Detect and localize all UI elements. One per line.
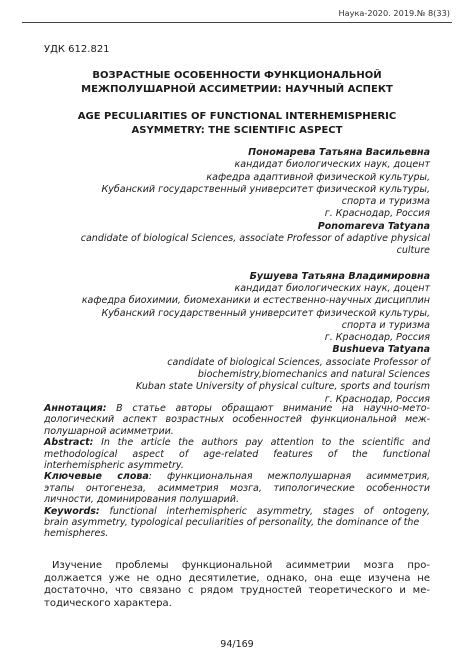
abstract-en-label: Abstract: [44,437,94,449]
author1-affiliation-en-line: candidate of biological Sciences, associate Professor of adaptive physical [80,233,430,245]
body-line: тодического характера. [44,597,172,609]
abstract-ru-label: Аннотация: [44,403,107,414]
title-en-line: AGE PECULIARITIES OF FUNCTIONAL INTERHEMISPHERIC [77,111,397,122]
author2-affiliation-en-line: biochemistry,biomechanics and natural Sciences [197,369,430,381]
page-number: 94/169 [220,639,254,650]
abstract-block [44,403,430,540]
abstract-en-line [44,437,430,448]
keywords-ru-text: : функциональная межполушарная асимметрия, [148,471,430,483]
author1-affiliation-ru-line: Кубанский государственный университет физической культуры, [101,183,430,195]
author2-affiliation-ru-line: кафедра биохимии, биомеханики и естественно-научных дисциплин [81,295,430,307]
author1-affiliation-ru-line: спорта и туризма [341,196,430,208]
author2-affiliation-ru-line: Кубанский государственный университет физической культуры, [101,307,430,319]
title-english [44,110,430,138]
author2-affiliation-ru-line: г. Краснодар, Россия [324,332,430,344]
abstract-ru-line: полушарной асимметрии. [44,425,174,437]
author-block [60,147,430,406]
keywords-ru-line: этапы онтогенеза, асимметрия мозга, типологические особенности [44,482,430,494]
author2-affiliation-en-line: Kuban state University of physical culture, sports and tourism [135,381,430,393]
abstract-ru-line: дологический аспект возрастных особенностей функциональной меж- [44,414,430,426]
abstract-en-line: methodological aspect of age-related features of the functional [44,448,430,460]
title-en-line: ASYMMETRY: THE SCIENTIFIC ASPECT [131,125,343,136]
title-russian [44,69,430,97]
body-paragraph [44,560,430,610]
abstract-ru-text: В статье авторы обращают внимание на научно-мето- [106,403,430,414]
author1-affiliation-ru-line: кафедра адаптивной физической культуры, [206,171,430,183]
author1-name-ru: Пономарева Татьяна Васильевна [248,147,430,158]
udk-code: УДК 612.821 [44,44,110,55]
header-rule [22,22,452,23]
keywords-ru-line: личности, доминирования полушарий. [44,494,239,506]
title-ru-line: ВОЗРАСТНЫЕ ОСОБЕННОСТИ ФУНКЦИОНАЛЬНОЙ [92,70,382,81]
author2-affiliation-en-line: candidate of biological Sciences, associate Professor of [167,356,430,368]
abstract-en-text: In the article the authors pay attention to the scientific and [93,437,430,449]
author1-affiliation-ru-line: кандидат биологических наук, доцент [234,159,430,171]
title-ru-line: МЕЖПОЛУШАРНОЙ АССИМЕТРИИ: НАУЧНЫЙ АСПЕКТ [81,84,393,95]
body-line: должается уже не одно десятилетие, однако, она еще изучена не [44,572,430,584]
keywords-ru-line [44,471,430,482]
body-line: Изучение проблемы функциональной асимметрии мозга про- [52,560,430,571]
running-header: Наука-2020. 2019.№ 8(33) [338,8,450,18]
keywords-en-line [44,506,430,517]
keywords-en-text: functional interhemispheric asymmetry, stages of ontogeny, [99,505,430,517]
author1-name-en: Ponomareva Tatyana [317,220,430,232]
keywords-en-label: Keywords: [44,505,100,517]
body-line: достаточно, что связано с рядом трудностей теоретического и ме- [44,585,430,597]
keywords-ru-label: Ключевые слова [44,471,149,483]
author2-affiliation-ru-line: кандидат биологических наук, доцент [234,282,430,294]
author1-affiliation-ru-line: г. Краснодар, Россия [324,208,430,220]
abstract-ru-line [44,403,430,414]
author1-affiliation-en-line: culture [396,245,430,257]
abstract-en-line: interhemispheric asymmetry. [44,460,184,472]
author2-name-ru: Бушуева Татьяна Владимировна [249,270,430,282]
author2-affiliation-en-line: г. Краснодар, Россия [324,393,430,405]
author2-affiliation-ru-line: спорта и туризма [341,319,430,331]
keywords-en-line: hemispheres. [44,528,109,540]
keywords-en-line: brain asymmetry, typological peculiarities of personality, the dominance of the [44,517,420,529]
author2-name-en: Bushueva Tatyana [332,344,430,356]
